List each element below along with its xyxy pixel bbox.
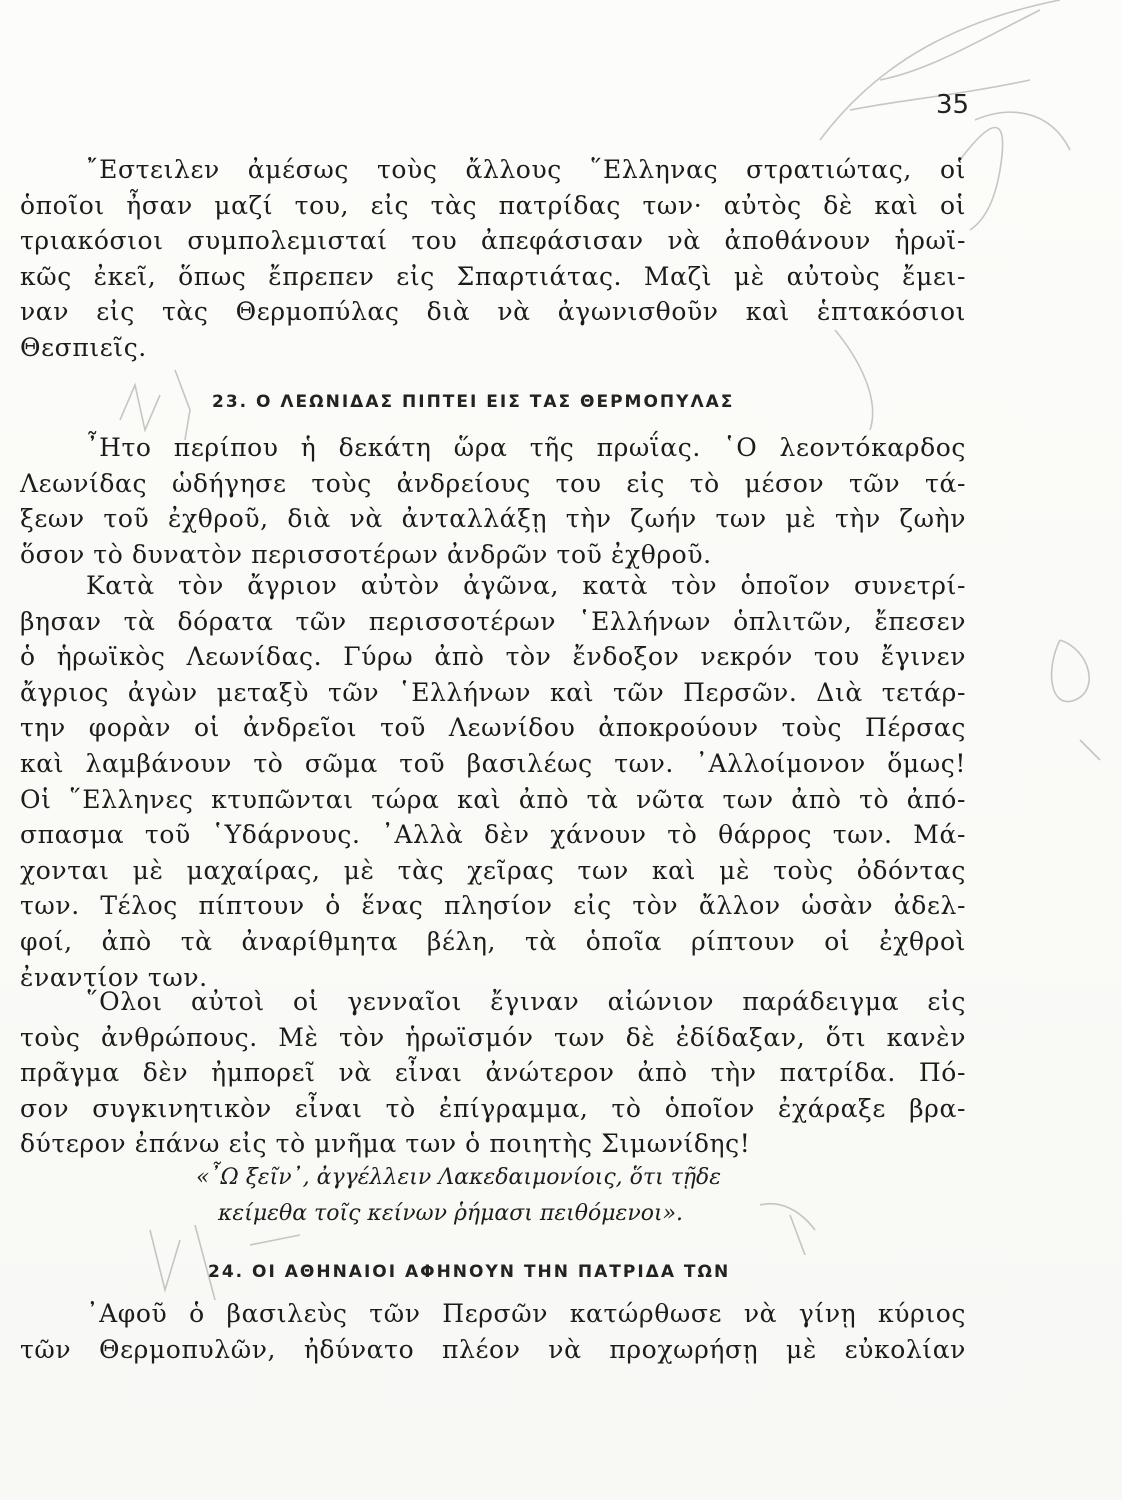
text-line: ἄγριος ἀγὼν μεταξὺ τῶν ῾Ελλήνων καὶ τῶν Περσῶν. Διὰ τετάρ- xyxy=(20,677,966,707)
text-line: Κατὰ τὸν ἄγριον αὐτὸν ἀγῶνα, κατὰ τὸν ὁποῖον συνετρί- xyxy=(86,571,966,600)
epigram-line: «῏Ω ξεῖν᾿, ἀγγέλλειν Λακεδαιμονίοις, ὅτι τῇδε xyxy=(196,1165,722,1190)
page-number: 35 xyxy=(936,90,970,120)
text-line: τοὺς ἀνθρώπους. Μὲ τὸν ἡρωϊσμόν των δὲ ἐδίδαξαν, ὅτι κανὲν xyxy=(20,1022,966,1052)
text-line: φοί, ἀπὸ τὰ ἀναρίθμητα βέλη, τὰ ὁποῖα ρίπτουν οἱ ἐχθροὶ xyxy=(20,926,966,956)
simonides-epigram xyxy=(196,1160,721,1232)
paragraph-intro xyxy=(20,152,966,366)
text-line: ὁ ἡρωϊκὸς Λεωνίδας. Γύρω ἀπὸ τὸν ἔνδοξον νεκρόν του ἔγινεν xyxy=(20,642,966,672)
text-line: καὶ λαμβάνουν τὸ σῶμα τοῦ βασιλέως των. ᾿Αλλοίμονον ὅμως! xyxy=(20,748,966,778)
text-line: βησαν τὰ δόρατα τῶν περισσοτέρων ῾Ελλήνων ὁπλιτῶν, ἔπεσεν xyxy=(20,606,966,636)
section-heading-23: 23. Ο ΛΕΩΝΙΔΑΣ ΠΙΠΤΕΙ ΕΙΣ ΤΑΣ ΘΕΡΜΟΠΥΛΑΣ xyxy=(212,392,735,412)
text-line: σον συγκινητικὸν εἶναι τὸ ἐπίγραμμα, τὸ ὁποῖον ἐχάραξε βρα- xyxy=(20,1093,966,1123)
paragraph-section-24 xyxy=(20,1296,966,1367)
text-line: πρᾶγμα δὲν ἠμπορεῖ νὰ εἶναι ἀνώτερον ἀπὸ τὴν πατρίδα. Πό- xyxy=(20,1058,966,1088)
epigram-line: κείμεθα τοῖς κείνων ῥήμασι πειθόμενοι». xyxy=(218,1201,684,1226)
text-line: Λεωνίδας ὡδήγησε τοὺς ἀνδρείους του εἰς τὸ μέσον τῶν τά- xyxy=(20,468,966,498)
text-line: των. Τέλος πίπτουν ὁ ἕνας πλησίον εἰς τὸν ἄλλον ὡσὰν ἀδελ- xyxy=(20,891,966,921)
paragraph-section-23-c xyxy=(20,984,966,1162)
text-line: τῶν Θερμοπυλῶν, ἠδύνατο πλέον νὰ προχωρήσῃ μὲ εὐκολίαν xyxy=(20,1334,966,1364)
text-line: την φορὰν οἱ ἀνδρεῖοι τοῦ Λεωνίδου ἀποκρούουν τοὺς Πέρσας xyxy=(20,713,966,743)
text-line: ῎Εστειλεν ἀμέσως τοὺς ἄλλους ῞Ελληνας στρατιώτας, οἱ xyxy=(86,155,966,184)
text-line: ξεων τοῦ ἐχθροῦ, διὰ νὰ ἀνταλλάξῃ τὴν ζωήν των μὲ τὴν ζωὴν xyxy=(20,504,966,534)
text-line: ναν εἰς τὰς Θερμοπύλας διὰ νὰ ἀγωνισθοῦν καὶ ἑπτακόσιοι xyxy=(20,297,966,327)
paragraph-section-23-a xyxy=(20,430,966,572)
text-line: δύτερον ἐπάνω εἰς τὸ μνῆμα των ὁ ποιητὴς Σιμωνίδης! xyxy=(20,1129,751,1159)
text-line: χονται μὲ μαχαίρας, μὲ τὰς χεῖρας των καὶ μὲ τοὺς ὀδόντας xyxy=(20,855,966,885)
text-line: σπασμα τοῦ ῾Υδάρνους. ᾿Αλλὰ δὲν χάνουν τὸ θάρρος των. Μά- xyxy=(20,820,966,850)
text-line: ἐναντίον των. xyxy=(20,962,208,992)
text-line: κῶς ἐκεῖ, ὅπως ἔπρεπεν εἰς Σπαρτιάτας. Μαζὶ μὲ αὐτοὺς ἔμει- xyxy=(20,261,966,291)
text-line: τριακόσιοι συμπολεμισταί του ἀπεφάσισαν νὰ ἀποθάνουν ἡρωϊ- xyxy=(20,226,966,256)
text-line: ὁποῖοι ἦσαν μαζί του, εἰς τὰς πατρίδας των· αὐτὸς δὲ καὶ οἱ xyxy=(20,190,966,220)
text-line: ᾿Αφοῦ ὁ βασιλεὺς τῶν Περσῶν κατώρθωσε νὰ γίνῃ κύριος xyxy=(86,1299,966,1328)
text-line: Οἱ ῞Ελληνες κτυπῶνται τώρα καὶ ἀπὸ τὰ νῶτα των ἀπὸ τὸ ἀπό- xyxy=(20,784,966,814)
text-line: Θεσπιεῖς. xyxy=(20,332,147,362)
text-line: ὅσον τὸ δυνατὸν περισσοτέρων ἀνδρῶν τοῦ ἐχθροῦ. xyxy=(20,539,712,569)
text-line: ῞Ολοι αὐτοὶ οἱ γενναῖοι ἔγιναν αἰώνιον παράδειγμα εἰς xyxy=(86,987,966,1016)
text-line: ῏Ητο περίπου ἡ δεκάτη ὥρα τῆς πρωΐας. ῾Ο λεοντόκαρδος xyxy=(86,433,966,462)
paragraph-section-23-b xyxy=(20,568,966,995)
section-heading-24: 24. ΟΙ ΑΘΗΝΑΙΟΙ ΑΦΗΝΟΥΝ ΤΗΝ ΠΑΤΡΙΔΑ ΤΩΝ xyxy=(208,1262,731,1282)
